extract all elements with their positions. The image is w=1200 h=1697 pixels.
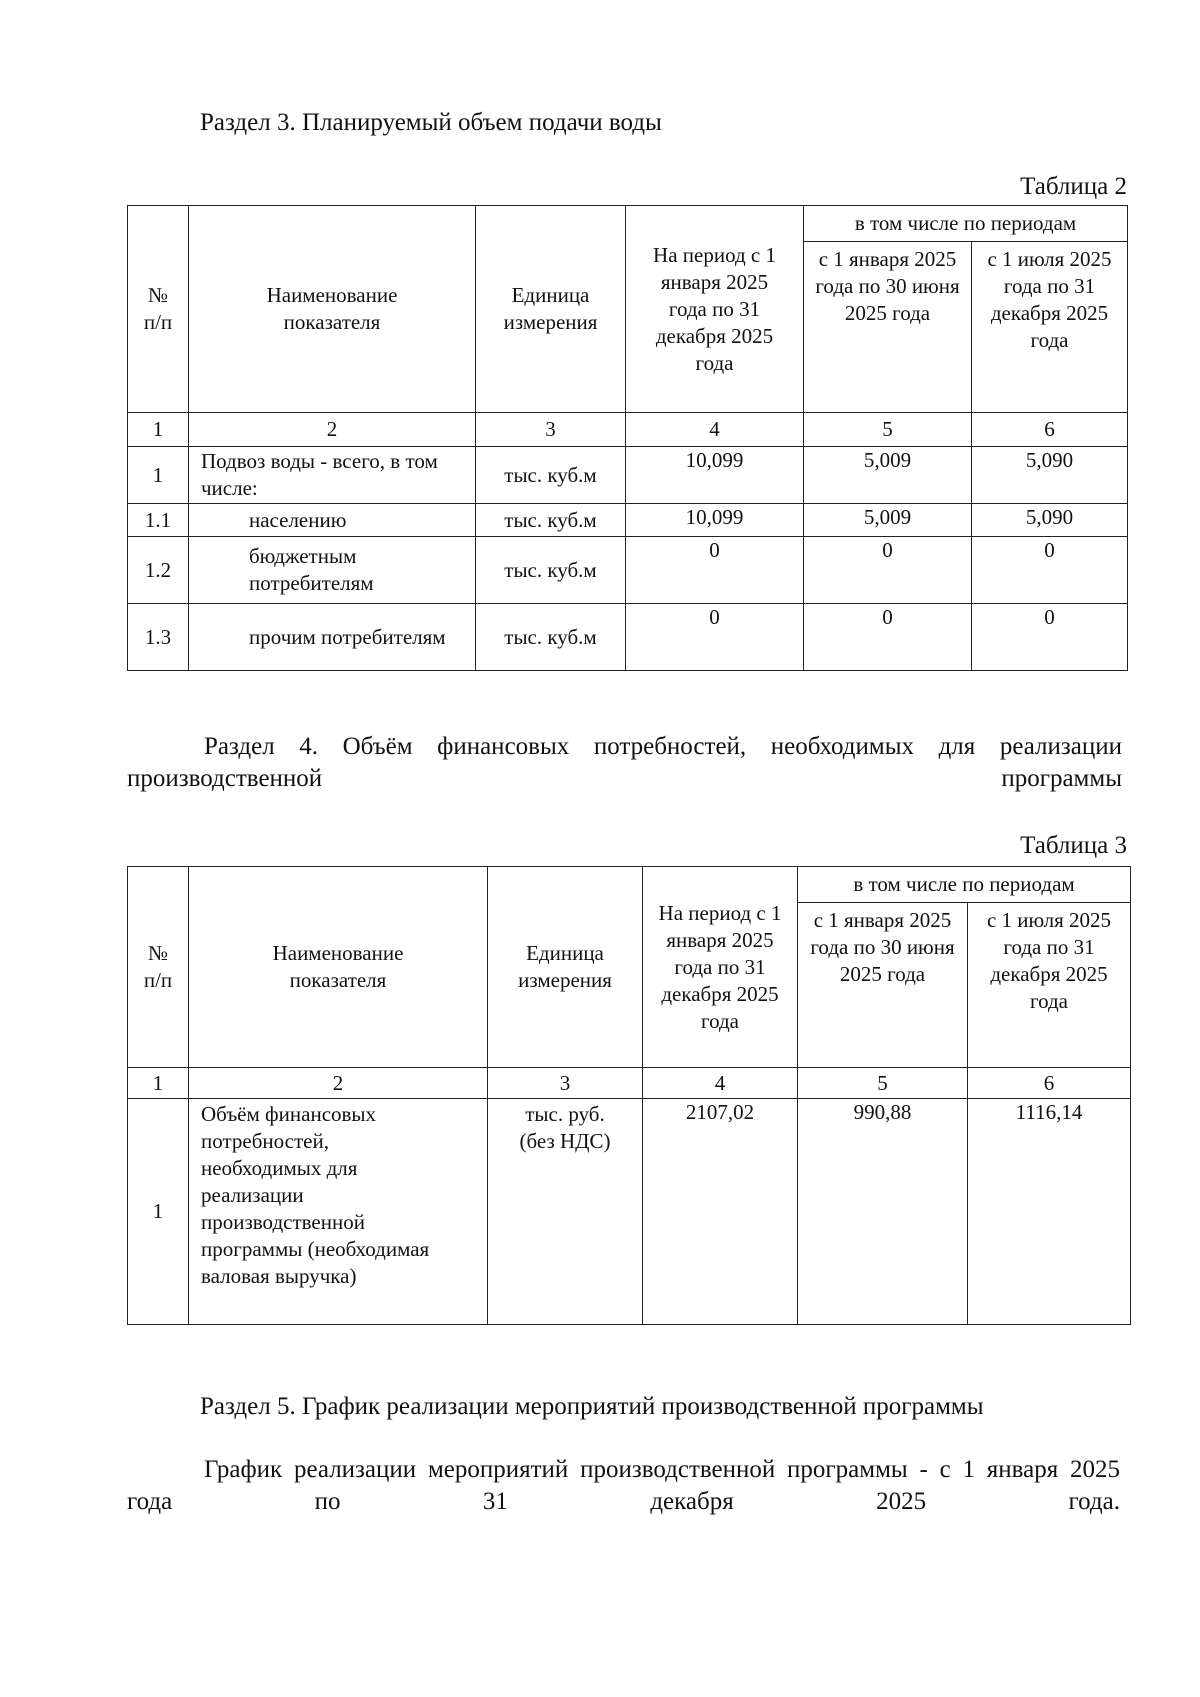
table-row xyxy=(128,604,1128,671)
row-period-1: 5,009 xyxy=(804,447,972,504)
col-number: 2 xyxy=(189,413,476,447)
row-period-2: 5,090 xyxy=(972,504,1128,537)
row-unit: тыс. куб.м xyxy=(476,447,626,504)
row-name: населению xyxy=(189,504,476,537)
header-period-2: с 1 июля 2025 года по 31 декабря 2025 года xyxy=(968,903,1131,1068)
col-number: 6 xyxy=(968,1068,1131,1099)
row-period-2: 5,090 xyxy=(972,447,1128,504)
row-period-2: 0 xyxy=(972,537,1128,604)
col-number: 5 xyxy=(798,1068,968,1099)
header-unit: Единица измерения xyxy=(476,206,626,413)
section4-title: Раздел 4. Объём финансовых потребностей, необходимых для реализации производственной программы xyxy=(127,733,1122,792)
row-period-2: 0 xyxy=(972,604,1128,671)
table-row xyxy=(128,504,1128,537)
row-unit: тыс. куб.м xyxy=(476,504,626,537)
row-name: Объём финансовых потребностей, необходимых для реализации производственной программы (необходимая валовая выручка) xyxy=(189,1099,488,1325)
section3-title: Раздел 3. Планируемый объем подачи воды xyxy=(200,109,662,136)
row-period-2: 1116,14 xyxy=(968,1099,1131,1325)
row-num: 1 xyxy=(128,1099,189,1325)
table-row xyxy=(128,447,1128,504)
row-total: 2107,02 xyxy=(643,1099,798,1325)
financial-needs-table xyxy=(127,866,1131,1325)
header-num: № п/п xyxy=(128,867,189,1068)
section5-text: График реализации мероприятий производственной программы - с 1 января 2025 года по 31 декабря 2025 года. xyxy=(127,1456,1120,1515)
section5-title: Раздел 5. График реализации мероприятий производственной программы xyxy=(200,1393,984,1420)
col-number: 3 xyxy=(488,1068,643,1099)
header-period-1: с 1 января 2025 года по 30 июня 2025 года xyxy=(804,242,972,413)
row-num: 1.2 xyxy=(128,537,189,604)
header-period-1: с 1 января 2025 года по 30 июня 2025 года xyxy=(798,903,968,1068)
header-name: Наименование показателя xyxy=(189,206,476,413)
water-volume-table xyxy=(127,205,1128,671)
row-name: бюджетным потребителям xyxy=(189,537,476,604)
header-total-period: На период с 1 января 2025 года по 31 декабря 2025 года xyxy=(626,206,804,413)
table2-caption: Таблица 2 xyxy=(1020,173,1127,200)
header-period-2: с 1 июля 2025 года по 31 декабря 2025 года xyxy=(972,242,1128,413)
header-total-period: На период с 1 января 2025 года по 31 декабря 2025 года xyxy=(643,867,798,1068)
row-total: 0 xyxy=(626,537,804,604)
col-number: 5 xyxy=(804,413,972,447)
col-number: 2 xyxy=(189,1068,488,1099)
row-num: 1.1 xyxy=(128,504,189,537)
col-number: 3 xyxy=(476,413,626,447)
row-unit: тыс. руб. (без НДС) xyxy=(488,1099,643,1325)
row-total: 0 xyxy=(626,604,804,671)
row-num: 1.3 xyxy=(128,604,189,671)
row-unit: тыс. куб.м xyxy=(476,537,626,604)
table3-caption: Таблица 3 xyxy=(1020,832,1127,859)
header-periods-group: в том числе по периодам xyxy=(804,206,1128,242)
table-row xyxy=(128,1099,1131,1325)
row-unit: тыс. куб.м xyxy=(476,604,626,671)
col-number: 1 xyxy=(128,1068,189,1099)
row-period-1: 5,009 xyxy=(804,504,972,537)
col-number: 4 xyxy=(643,1068,798,1099)
header-name: Наименование показателя xyxy=(189,867,488,1068)
row-period-1: 990,88 xyxy=(798,1099,968,1325)
row-period-1: 0 xyxy=(804,537,972,604)
header-unit: Единица измерения xyxy=(488,867,643,1068)
header-periods-group: в том числе по периодам xyxy=(798,867,1131,903)
col-number: 6 xyxy=(972,413,1128,447)
header-num: № п/п xyxy=(128,206,189,413)
row-name: Подвоз воды - всего, в том числе: xyxy=(189,447,476,504)
row-total: 10,099 xyxy=(626,504,804,537)
col-number: 1 xyxy=(128,413,189,447)
table-row xyxy=(128,537,1128,604)
row-total: 10,099 xyxy=(626,447,804,504)
col-number: 4 xyxy=(626,413,804,447)
row-name: прочим потребителям xyxy=(189,604,476,671)
row-period-1: 0 xyxy=(804,604,972,671)
row-num: 1 xyxy=(128,447,189,504)
